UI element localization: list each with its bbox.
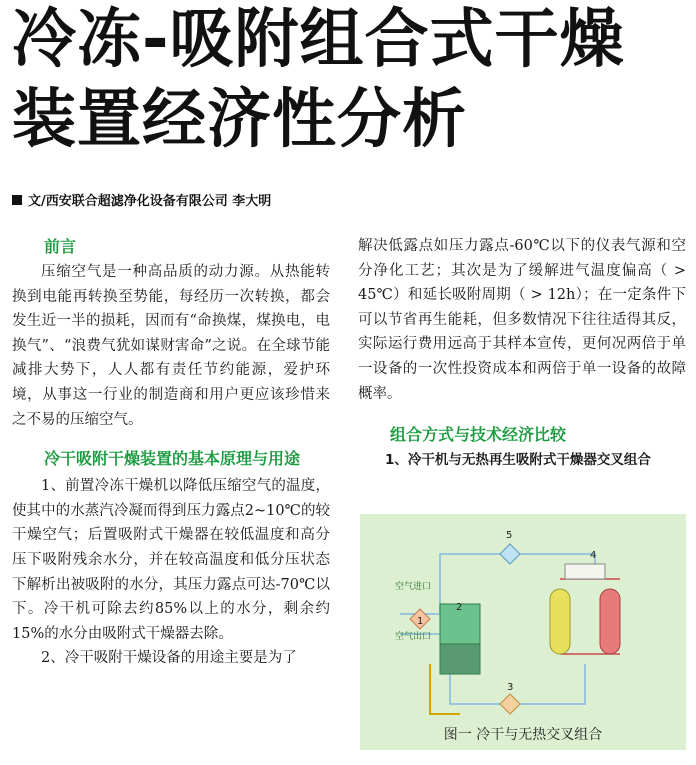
heading-combination: 组合方式与技术经济比较 [390,425,567,445]
right-column [358,234,686,473]
bullet-square-icon [12,195,22,205]
subheading-cross-combination: 1、冷干机与无热再生吸附式干燥器交叉组合 [385,452,651,469]
author-text: 文/西安联合超滤净化设备有限公司 李大明 [28,194,272,209]
paragraph-continued: 解决低露点如压力露点-60℃以下的仪表气源和空分净化工艺；其次是为了缓解进气温度偏高（ > 45℃）和延长吸附周期（ > 12h）；在一定条件下可以节省再生能耗，但多数情况下往往适得其反，实际运行费用远高于其样本宣传，更何况两倍于单一设备的一次性投资成本和两倍于单一设备的故障概率。 [358,238,686,402]
figure-number-1: 1 [417,616,424,627]
paragraph-intro: 压缩空气是一种高品质的动力源。从热能转换到电能再转换至势能，每经历一次转换，都会发生近一半的损耗，因而有“命换煤，煤换电，电换气”、“浪费气犹如谋财害命”之说。在全球节能减排大势下，人人都有责任节约能源，爱护环境，从事这一行业的制造商和用户更应该珍惜来之不易的压缩空气。 [12,264,330,428]
heading-principle: 冷干吸附干燥装置的基本原理与用途 [44,449,301,469]
figure-diagram [360,514,686,750]
valve-block-icon [565,564,605,579]
heading-intro: 前言 [44,237,77,256]
figure-number-2: 2 [456,602,463,613]
filter-5-icon [500,544,520,564]
paragraph-principle-1: 1、前置冷冻干燥机以降低压缩空气的温度，使其中的水蒸汽冷凝而得到压力露点2~10℃的较干燥空气；后置吸附式干燥器在较低温度和高分压下吸附残余水分，并在较高温度和低分压状态下解析出被吸附的水分，其压力露点可达-70℃以下。冷干机可除去约85%以上的水分，剩余约15%的水分由吸附式干燥器去除。 [12,478,330,642]
article-title-line2: 装置经济性分析 [12,83,467,157]
outlet-label: 空气出口 [395,632,432,642]
adsorber-tower-a-icon [550,589,570,654]
filter-3-icon [500,694,520,714]
refrigerator-unit-icon [440,644,480,674]
figure-number-5: 5 [506,530,513,541]
figure-number-3: 3 [507,682,514,693]
inlet-label: 空气进口 [395,582,432,592]
byline [12,190,271,209]
figure-caption: 图一 冷干与无热交叉组合 [443,727,603,743]
article-title-line1: 冷冻-吸附组合式干燥 [12,3,625,77]
figure-number-4: 4 [590,550,597,561]
adsorber-tower-b-icon [600,589,620,654]
left-column [12,234,330,671]
paragraph-principle-2: 2、冷干吸附干燥设备的用途主要是为了 [41,650,297,667]
process-diagram [360,514,686,724]
